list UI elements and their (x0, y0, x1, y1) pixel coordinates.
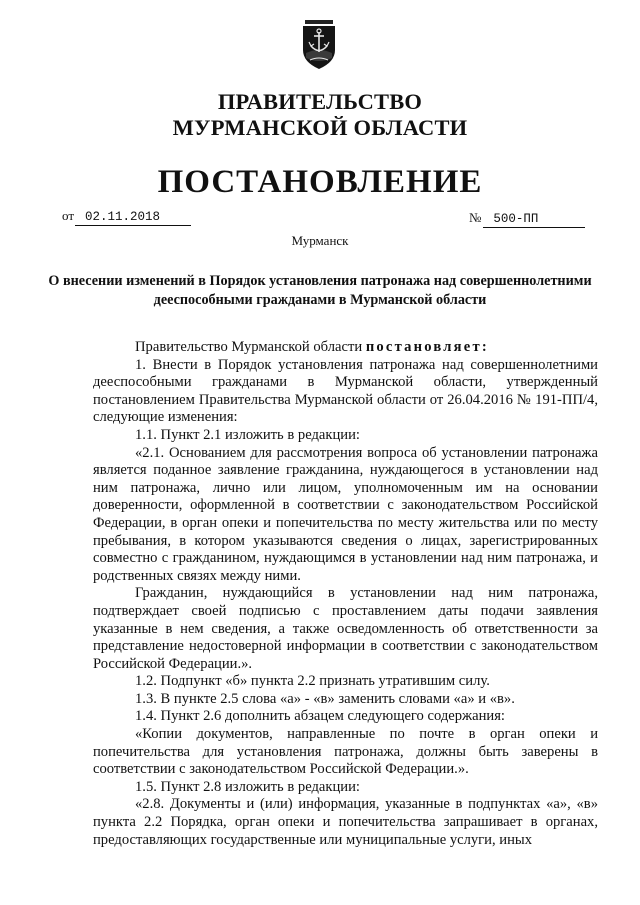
org-name-line1: ПРАВИТЕЛЬСТВО (217, 89, 423, 114)
decree-verb: постановляет: (365, 339, 489, 355)
paragraph: «2.1. Основанием для рассмотрения вопроса об установлении патронажа является поданное заявление гражданина, нуждающегося в установлении над ним патронажа, лично или лицом, уполномоченным им на основании доверенности, оформленной в соответствии с законодательством Российской Федерации, в орган опеки и попечительства по месту жительства или по месту пребывания, в котором указываются сведения о лицах, зарегистрированных совместно с гражданином, нуждающимся в установлении над ним патронажа, и родственных связях между ними. (93, 444, 598, 584)
city-name: Мурманск (291, 233, 349, 248)
murmansk-coat-of-arms-icon (299, 20, 339, 70)
paragraph-decree (93, 339, 598, 357)
document-title: О внесении изменений в Порядок установления патронажа над совершеннолетними дееспособными гражданами в Мурманской области (48, 273, 592, 308)
paragraph: 1. Внести в Порядок установления патронажа над совершеннолетними дееспособными гражданами в Мурманской области, утвержденный постановлением Правительства Мурманской области от 26.04.2016 № 191-ПП/4, следующие изменения: (93, 356, 598, 426)
number-prefix: № (469, 210, 482, 225)
document-body (93, 339, 598, 849)
paragraph: «Копии документов, направленные по почте в орган опеки и попечительства для установления патронажа, должны быть заверены в соответствии с законодательством Российской Федерации.». (93, 726, 598, 778)
paragraph: Гражданин, нуждающийся в установлении над ним патронажа, подтверждает своей подписью с проставлением даты подачи заявления указанные в нем сведения, а также осведомленность об ответственности за представление недостоверной информации в соответствии с законодательством Российской Федерации.». (93, 585, 598, 672)
paragraph: «2.8. Документы и (или) информация, указанные в подпунктах «а», «в» пункта 2.2 Порядка, орган опеки и попечительства запрашивает в органах, предоставляющих государственные или муниципальные услуги, иных (93, 796, 598, 848)
paragraph: 1.5. Пункт 2.8 изложить в редакции: (135, 778, 360, 795)
document-type: ПОСТАНОВЛЕНИЕ (157, 164, 483, 200)
paragraph: 1.2. Подпункт «б» пункта 2.2 признать утратившим силу. (135, 673, 490, 690)
org-name-line2: МУРМАНСКОЙ ОБЛАСТИ (172, 115, 468, 140)
document-number-field (469, 210, 585, 228)
date-prefix: от (62, 208, 75, 223)
decree-intro: Правительство Мурманской области (135, 339, 366, 355)
document-date: 02.11.2018 (75, 209, 191, 226)
document-number: 500-ПП (483, 211, 585, 228)
paragraph: 1.1. Пункт 2.1 изложить в редакции: (135, 426, 360, 443)
paragraph: 1.3. В пункте 2.5 слова «а» - «в» заменить словами «а» и «в». (135, 690, 515, 707)
document-date-field (62, 208, 191, 226)
paragraph: 1.4. Пункт 2.6 дополнить абзацем следующего содержания: (135, 708, 505, 725)
